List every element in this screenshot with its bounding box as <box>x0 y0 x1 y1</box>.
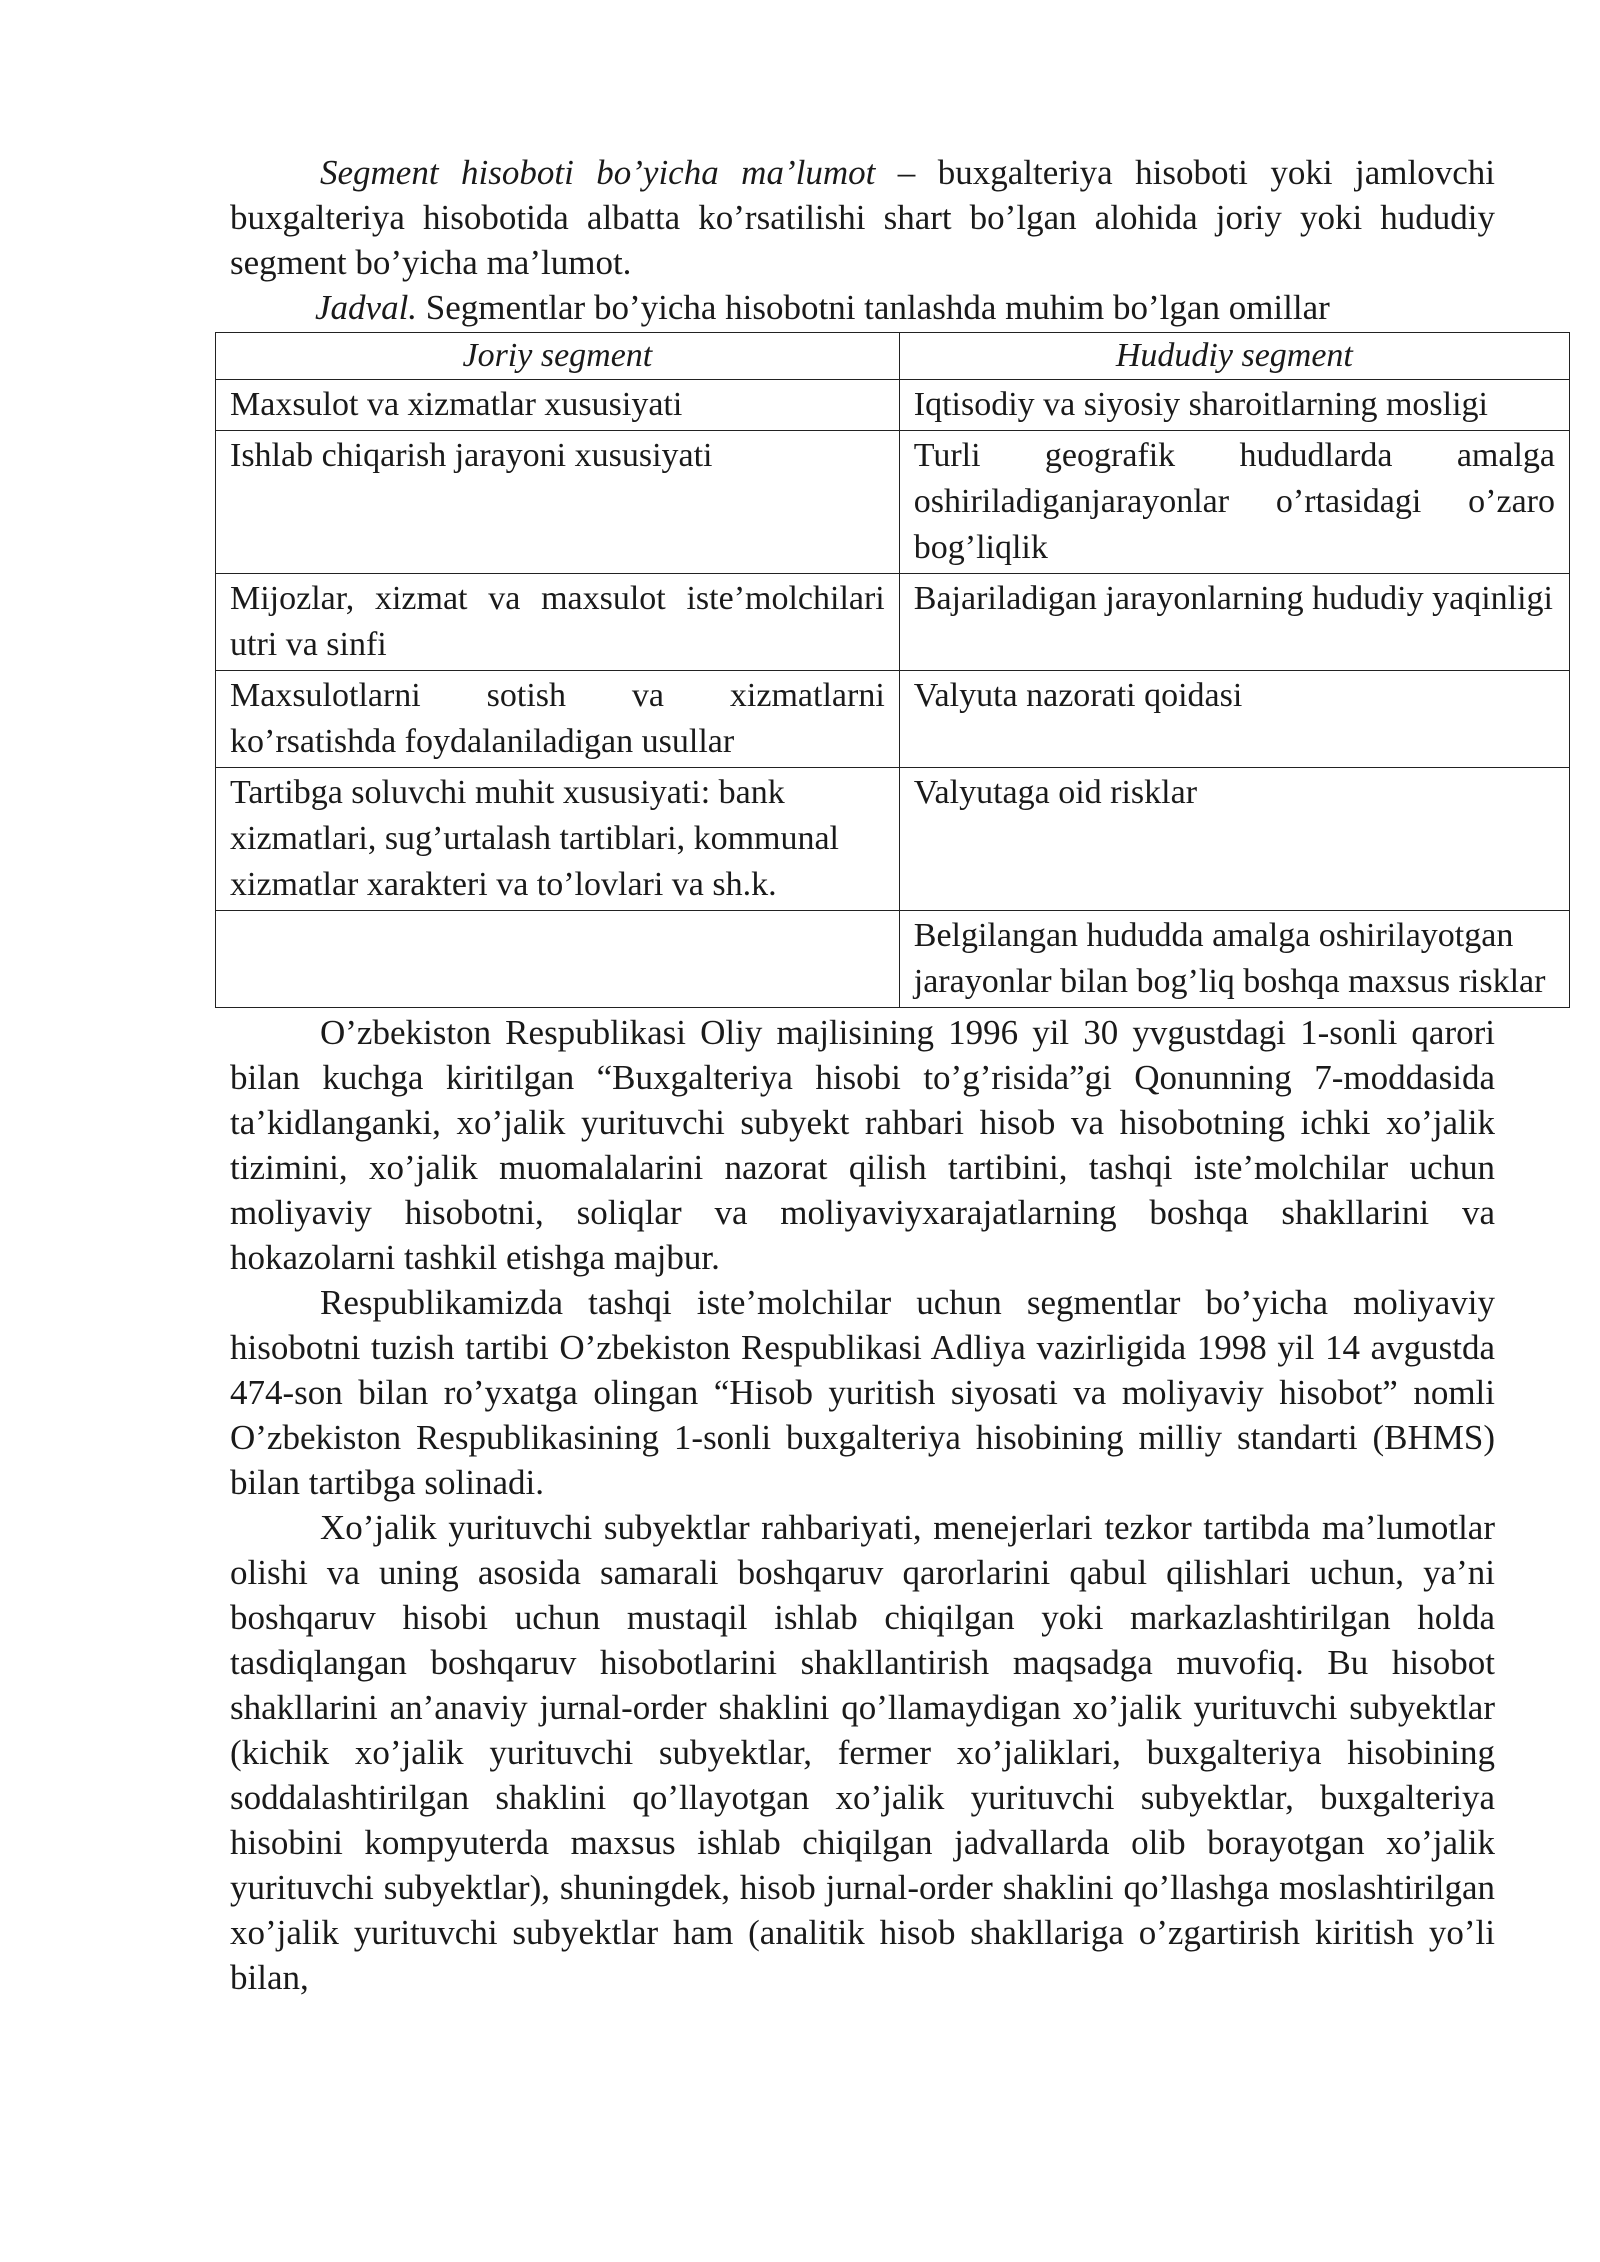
table-cell: Mijozlar, xizmat va maxsulot iste’molchilari utri va sinfi <box>216 574 900 671</box>
table-caption-lead: Jadval. <box>315 288 418 327</box>
table-header-row <box>216 333 1570 380</box>
intro-text: – buxgalteriya hisoboti yoki jamlovchi buxgalteriya hisobotida albatta ko’rsatilishi shart bo’lgan alohida joriy yoki hududiy segment bo’yicha ma’lumot. <box>230 153 1495 282</box>
intro-term: Segment hisoboti bo’yicha ma’lumot <box>320 153 876 192</box>
table-caption-text: Segmentlar bo’yicha hisobotni tanlashda muhim bo’lgan omillar <box>417 288 1330 327</box>
table-cell: Valyuta nazorati qoidasi <box>899 671 1569 768</box>
table-cell-empty <box>216 911 900 1008</box>
body-text <box>230 1010 1495 2000</box>
table-cell: Iqtisodiy va siyosiy sharoitlarning mosligi <box>899 380 1569 431</box>
body-paragraph: Respublikamizda tashqi iste’molchilar uchun segmentlar bo’yicha moliyaviy hisobotni tuzish tartibi O’zbekiston Respublikasi Adliya vazirligida 1998 yil 14 avgustda 474-son bilan ro’yxatga olingan “Hisob yuritish siyosati va moliyaviy hisobot” nomli O’zbekiston Respublikasining 1-sonli buxgalteriya hisobining milliy standarti (BHMS) bilan tartibga solinadi. <box>230 1283 1495 1502</box>
table-cell: Tartibga soluvchi muhit xususiyati: bank xizmatlari, sug’urtalash tartiblari, kommunal xizmatlar xarakteri va to’lovlari va sh.k. <box>216 768 900 911</box>
table-cell: Ishlab chiqarish jarayoni xususiyati <box>216 431 900 574</box>
intro-paragraph <box>230 150 1495 285</box>
document-page <box>230 150 1555 2000</box>
table-row <box>216 911 1570 1008</box>
table-cell: Turli geografik hududlarda amalga oshiriladiganjarayonlar o’rtasidagi o’zaro bog’liqlik <box>899 431 1569 574</box>
body-paragraph: Xo’jalik yurituvchi subyektlar rahbariyati, menejerlari tezkor tartibda ma’lumotlar olishi va uning asosida samarali boshqaruv qarorlarini qabul qilishlari uchun, ya’ni boshqaruv hisobi uchun mustaqil ishlab chiqilgan yoki markazlashtirilgan holda tasdiqlangan boshqaruv hisobotlarini shakllantirish maqsadga muvofiq. Bu hisobot shakllarini an’anaviy jurnal-order shaklini qo’llamaydigan xo’jalik yurituvchi subyektlar (kichik xo’jalik yurituvchi subyektlar, fermer xo’jaliklari, buxgalteriya hisobining soddalashtirilgan shaklini qo’llayotgan xo’jalik yurituvchi subyektlar, buxgalteriya hisobini kompyuterda maxsus ishlab chiqilgan jadvallarda olib borayotgan xo’jalik yurituvchi subyektlar), shuningdek, hisob jurnal-order shaklini qo’llashga moslashtirilgan xo’jalik yurituvchi subyektlar ham (analitik hisob shakllariga o’zgartirish kiritish yo’li bilan, <box>230 1508 1495 1997</box>
header-hududiy-segment: Hududiy segment <box>899 333 1569 380</box>
table-cell: Belgilangan hududda amalga oshirilayotgan jarayonlar bilan bog’liq boshqa maxsus risklar <box>899 911 1569 1008</box>
table-row <box>216 574 1570 671</box>
table-cell: Bajariladigan jarayonlarning hududiy yaqinligi <box>899 574 1569 671</box>
table-row <box>216 380 1570 431</box>
header-joriy-segment: Joriy segment <box>216 333 900 380</box>
body-paragraph: O’zbekiston Respublikasi Oliy majlisining 1996 yil 30 yvgustdagi 1-sonli qarori bilan kuchga kiritilgan “Buxgalteriya hisobi to’g’risida”gi Qonunning 7-moddasida ta’kidlanganki, xo’jalik yurituvchi subyekt rahbari hisob va hisobotning ichki xo’jalik tizimini, xo’jalik muomalalarini nazorat qilish tartibini, tashqi iste’molchilar uchun moliyaviy hisobotni, soliqlar va moliyaviyxarajatlarning boshqa shakllarini va hokazolarni tashkil etishga majbur. <box>230 1013 1495 1277</box>
table-row <box>216 671 1570 768</box>
table-row <box>216 768 1570 911</box>
table-cell: Maxsulot va xizmatlar xususiyati <box>216 380 900 431</box>
segment-factors-table <box>215 332 1570 1008</box>
table-cell: Valyutaga oid risklar <box>899 768 1569 911</box>
table-row <box>216 431 1570 574</box>
table-cell: Maxsulotlarni sotish va xizmatlarni ko’rsatishda foydalaniladigan usullar <box>216 671 900 768</box>
table-caption <box>230 285 1495 330</box>
